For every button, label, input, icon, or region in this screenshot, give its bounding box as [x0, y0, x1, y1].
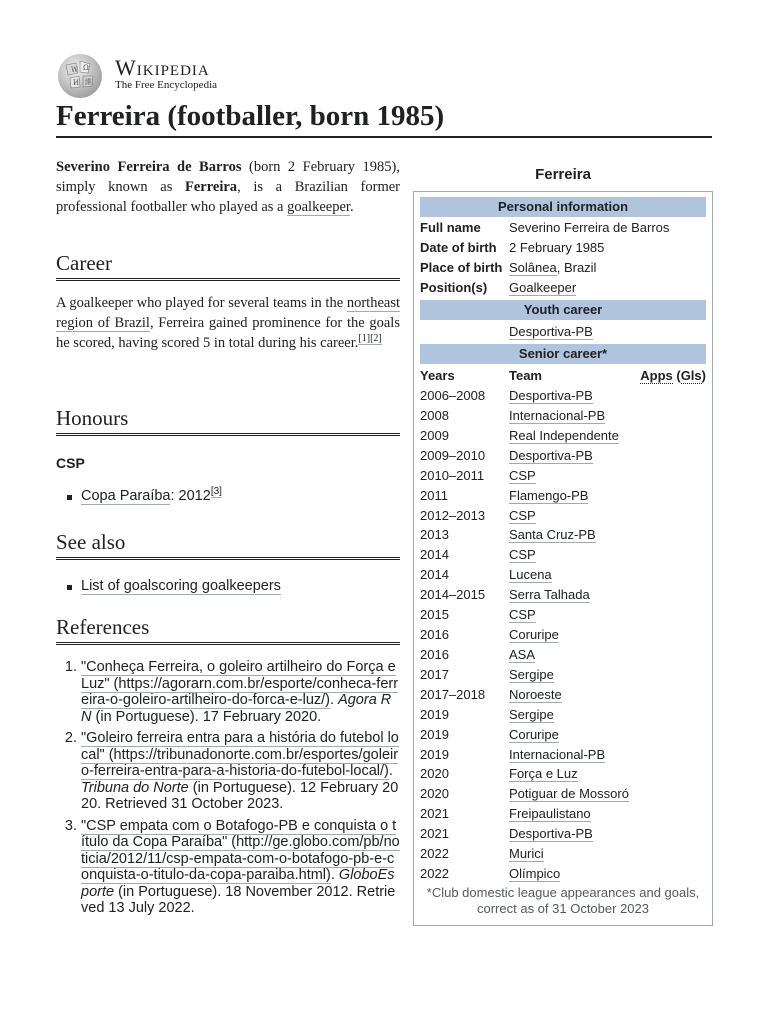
senior-career-row: [420, 466, 706, 486]
northeast-region-link[interactable]: northeast region of Brazil: [56, 295, 400, 331]
pob-value: [509, 258, 596, 278]
career-team-cell: [509, 784, 629, 804]
career-team-link[interactable]: Real Independente: [509, 427, 619, 443]
career-text-2: , Ferreira gained prominence for the goals he scored, having scored 5 in total during his career.: [56, 315, 400, 351]
full-name-label: Full name: [420, 220, 481, 235]
wikipedia-wordmark[interactable]: [115, 57, 217, 92]
reference-sep: .: [330, 867, 339, 883]
career-team-cell: [509, 804, 591, 824]
dob-value: 2 February 1985: [509, 240, 605, 255]
reference-publisher: Tribuna do Norte: [81, 779, 189, 796]
senior-career-row: [420, 446, 706, 466]
infobox-footnote: *Club domestic league appearances and goals, correct as of 31 October 2023: [426, 885, 700, 916]
career-years: 2020: [420, 786, 449, 802]
goalkeeper-link[interactable]: goalkeeper: [287, 199, 350, 215]
svg-text:維: 維: [85, 78, 92, 86]
youth-career-row: [420, 322, 706, 342]
reference-publisher: Agora RN: [81, 692, 392, 725]
career-team-link[interactable]: Lucena: [509, 567, 552, 583]
copa-paraiba-link[interactable]: Copa Paraíba: [81, 488, 171, 504]
personal-info-header: Personal information: [420, 197, 706, 217]
career-team-link[interactable]: ASA: [509, 646, 536, 662]
career-years: 2013: [420, 527, 449, 543]
career-team-cell: [509, 545, 536, 565]
career-years: 2021: [420, 826, 449, 842]
goalscoring-goalkeepers-link[interactable]: List of goalscoring goalkeepers: [81, 578, 281, 594]
reference-details: (in Portuguese). 18 November 2012. Retrieved 13 July 2022.: [81, 883, 396, 916]
honours-section: [56, 403, 400, 506]
ref-link-2[interactable]: [2]: [370, 333, 382, 345]
career-years: 2008: [420, 407, 449, 423]
senior-career-row: [420, 545, 706, 565]
career-team-cell: [509, 386, 593, 406]
career-team-link[interactable]: Freipaulistano: [509, 806, 591, 822]
senior-career-row: [420, 844, 706, 864]
career-team-cell: [509, 844, 544, 864]
career-team-cell: [509, 565, 552, 585]
col-apps-gls: Apps (Gls): [640, 368, 706, 383]
pob-label: Place of birth: [420, 260, 503, 275]
honours-list: [56, 486, 400, 506]
senior-career-columns: [420, 366, 706, 386]
senior-career-row: [420, 486, 706, 506]
career-team-cell: [509, 525, 596, 545]
infobox-row-pob: [420, 258, 706, 278]
career-years: 2022: [420, 866, 449, 882]
honours-heading: Honours: [56, 403, 400, 436]
intro-full-name: Severino Ferreira de Barros: [56, 159, 242, 175]
career-years: 2006–2008: [420, 388, 486, 403]
senior-career-header: Senior career*: [420, 344, 706, 364]
career-years: 2019: [420, 746, 449, 762]
career-team-cell: [509, 645, 535, 665]
career-team-link[interactable]: Força e Luz: [509, 766, 578, 782]
senior-career-row: [420, 565, 706, 585]
intro-text-2: , is a Brazilian former professional footballer who played as a: [56, 179, 401, 215]
career-team-cell: [509, 625, 559, 645]
reference-link[interactable]: "CSP empata com o Botafogo-PB e conquista o título da Copa Paraíba" (http://ge.globo.com/pb/noticia/2012/11/csp-empata-com-o-botafogo-pb-e-conquista-o-titulo-da-copa-paraiba.html): [81, 817, 400, 883]
intro-paragraph: [56, 157, 400, 217]
page-title: Ferreira (footballer, born 1985): [56, 96, 712, 138]
apps-abbr[interactable]: Apps: [640, 368, 673, 383]
career-years: 2021: [420, 806, 449, 822]
list-item: [56, 576, 400, 596]
career-years: 2019: [420, 706, 449, 722]
career-team-cell: [509, 446, 593, 466]
pob-country: , Brazil: [556, 260, 597, 275]
career-team-cell: [509, 406, 605, 426]
wordmark-tagline: The Free Encyclopedia: [115, 79, 218, 91]
career-team-cell: [509, 585, 590, 605]
career-team-link[interactable]: CSP: [509, 547, 536, 563]
career-team-link[interactable]: Sergipe: [509, 666, 554, 682]
senior-career-row: [420, 685, 706, 705]
career-years: 2019: [420, 726, 449, 742]
ref-link-3[interactable]: [3]: [210, 486, 222, 498]
senior-career-row: [420, 864, 706, 884]
reference-sep: .: [388, 763, 393, 779]
career-team-link[interactable]: Noroeste: [509, 686, 562, 702]
career-team-link[interactable]: Coruripe: [509, 627, 559, 643]
goalkeeper-position-link[interactable]: Goalkeeper: [509, 280, 577, 295]
career-years: 2014–2015: [420, 587, 486, 603]
references-section: [56, 612, 400, 922]
senior-career-row: [420, 625, 706, 645]
senior-career-row: [420, 406, 706, 426]
see-also-list: [56, 576, 400, 596]
senior-career-row: [420, 525, 706, 545]
honours-year: : 2012: [170, 488, 211, 504]
career-years: 2016: [420, 627, 449, 643]
intro-short-name: Ferreira: [185, 179, 238, 195]
solanea-link[interactable]: Solânea: [509, 260, 557, 275]
reference-details: (in Portuguese). 17 February 2020.: [91, 708, 322, 725]
career-team-cell: [509, 466, 536, 486]
svg-text:W: W: [71, 66, 79, 74]
reference-item: [81, 818, 400, 917]
career-team-cell: [509, 725, 559, 745]
reference-link[interactable]: "Conheça Ferreira, o goleiro artilheiro do Força e Luz" (https://agorarn.com.br/esporte/conheca-ferreira-o-goleiro-artilheiro-do-forca-e-luz/): [81, 659, 399, 708]
career-team-link[interactable]: CSP: [509, 607, 536, 623]
reference-sep: .: [330, 692, 339, 708]
career-team-link[interactable]: Santa Cruz-PB: [509, 527, 596, 543]
senior-career-row: [420, 605, 706, 625]
dob-label: Date of birth: [420, 240, 497, 255]
career-paragraph: [56, 293, 400, 353]
career-years: 2020: [420, 766, 449, 782]
senior-career-row: [420, 506, 706, 526]
career-team-cell: [509, 506, 536, 526]
reference-item: [81, 730, 400, 813]
position-value: [509, 278, 576, 298]
career-team-link[interactable]: Serra Talhada: [509, 587, 590, 603]
career-years: 2015: [420, 607, 449, 623]
infobox-row-dob: [420, 238, 706, 258]
career-team-link[interactable]: Desportiva-PB: [509, 447, 593, 463]
career-years: 2012–2013: [420, 507, 486, 523]
senior-career-row: [420, 645, 706, 665]
see-also-heading: See also: [56, 527, 400, 560]
career-team-cell: [509, 824, 593, 844]
svg-text:Ω: Ω: [83, 64, 89, 72]
career-team-cell: [509, 486, 588, 506]
wikipedia-globe-icon[interactable]: [56, 53, 104, 99]
full-name-value: Severino Ferreira de Barros: [509, 220, 670, 235]
senior-career-row: [420, 426, 706, 446]
career-team-link[interactable]: CSP: [509, 467, 536, 483]
intro-text-3: .: [349, 199, 354, 215]
senior-career-row: [420, 585, 706, 605]
career-team-link[interactable]: Desportiva-PB: [509, 388, 593, 403]
references-list: [56, 659, 400, 917]
senior-career-row: [420, 725, 706, 745]
senior-career-row: [420, 705, 706, 725]
senior-career-row: [420, 745, 706, 765]
career-team-link[interactable]: Coruripe: [509, 726, 559, 742]
career-team-cell: [509, 705, 554, 725]
infobox-row-position: [420, 278, 706, 298]
ref-link-1[interactable]: [1]: [358, 333, 371, 345]
career-team-link[interactable]: Murici: [509, 846, 544, 862]
career-years: 2009: [420, 427, 449, 443]
career-years: 2011: [420, 487, 448, 503]
reference-publisher: GloboEsporte: [81, 867, 395, 900]
reference-link[interactable]: "Goleiro ferreira entra para a história do futebol local" (https://tribunadonorte.com.br/esportes/goleiro-ferreira-entra-para-a-historia-do-futebol-local/): [81, 730, 399, 779]
career-team-cell: [509, 605, 536, 625]
career-years: 2014: [420, 547, 449, 563]
intro-text-1: (born 2 February 1985), simply known as: [56, 159, 400, 195]
references-heading: References: [56, 612, 400, 645]
col-team: Team: [509, 368, 542, 383]
infobox-row-full-name: [420, 218, 706, 238]
career-team-link[interactable]: CSP: [509, 507, 536, 523]
career-heading: Career: [56, 248, 400, 281]
career-team-cell: [509, 426, 619, 446]
list-item: [56, 486, 400, 506]
career-team-link[interactable]: Flamengo-PB: [509, 487, 589, 503]
article-body: [56, 150, 400, 217]
career-years: 2017–2018: [420, 686, 486, 702]
senior-career-row: [420, 804, 706, 824]
career-team-link[interactable]: Internacional-PB: [509, 407, 606, 423]
career-years: 2010–2011: [420, 467, 485, 483]
youth-team-link[interactable]: Desportiva-PB: [509, 324, 593, 339]
senior-career-row: [420, 824, 706, 844]
career-team-cell: [509, 665, 554, 685]
youth-career-header: Youth career: [420, 300, 706, 320]
youth-team-cell: [509, 322, 593, 342]
reference-details: (in Portuguese). 12 February 2020. Retrieved 31 October 2023.: [81, 779, 399, 812]
career-years: 2022: [420, 846, 449, 862]
col-years: Years: [420, 368, 455, 383]
career-section: [56, 248, 400, 353]
career-years: 2009–2010: [420, 447, 486, 463]
see-also-section: [56, 527, 400, 596]
career-years: 2016: [420, 646, 449, 662]
senior-career-row: [420, 764, 706, 784]
honours-club-heading: CSP: [56, 455, 85, 471]
reference-item: [81, 659, 400, 725]
career-years: 2014: [420, 567, 449, 583]
career-team-link[interactable]: Internacional-PB: [509, 746, 606, 762]
career-text-1: A goalkeeper who played for several teams in the: [56, 295, 347, 311]
career-team-cell: [509, 864, 560, 884]
wordmark-text: Wikipedia: [115, 55, 210, 80]
career-team-link[interactable]: Sergipe: [509, 706, 554, 722]
career-team-link[interactable]: Olímpico: [509, 866, 561, 882]
senior-career-row: [420, 665, 706, 685]
career-team-cell: [509, 745, 605, 765]
career-years: 2017: [420, 666, 449, 682]
position-label: Position(s): [420, 280, 488, 295]
svg-text:И: И: [73, 79, 80, 87]
career-team-link[interactable]: Potiguar de Mossoró: [509, 786, 629, 802]
infobox: [413, 191, 713, 926]
career-team-cell: [509, 764, 578, 784]
senior-career-row: [420, 784, 706, 804]
senior-career-row: [420, 386, 706, 406]
infobox-title: Ferreira: [535, 166, 591, 183]
career-team-cell: [509, 685, 562, 705]
gls-abbr[interactable]: Gls: [680, 368, 702, 383]
career-team-link[interactable]: Desportiva-PB: [509, 826, 593, 842]
